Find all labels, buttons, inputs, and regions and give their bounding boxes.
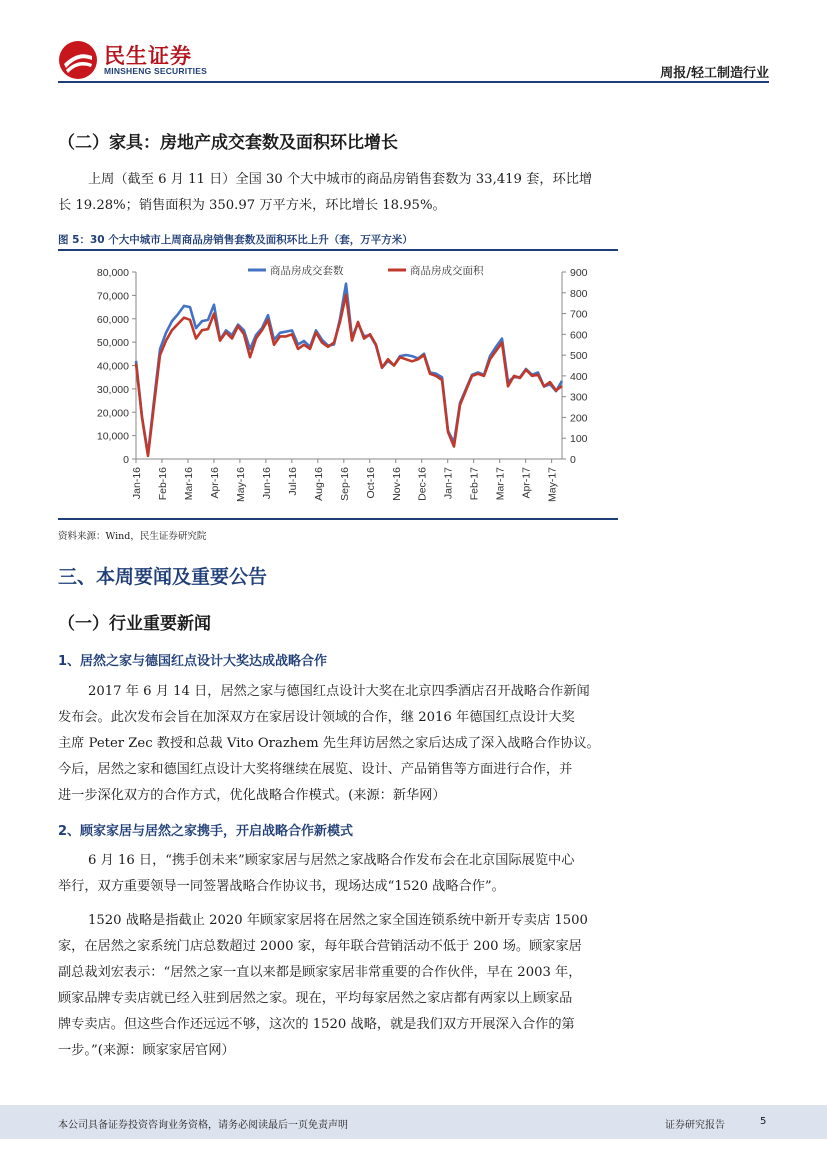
news-title-1: 1、居然之家与德国红点设计大奖达成战略合作: [58, 654, 328, 669]
right-tick-label: 400: [570, 370, 588, 383]
right-tick-label: 700: [570, 308, 588, 321]
x-tick-label: Oct-16: [364, 467, 377, 499]
paragraph-line: 进一步深化双方的合作方式，优化战略合作模式。(来源：新华网）: [58, 788, 446, 803]
paragraph-line: 牌专卖店。但这些合作还远远不够，这次的 1520 战略，就是我们双方开展深入合作的第: [58, 1017, 575, 1032]
right-tick-label: 0: [570, 454, 576, 466]
figure-bottom-rule: [58, 518, 618, 520]
minsheng-logo-icon: [58, 40, 98, 80]
page-header: [0, 0, 827, 82]
x-tick-label: Jan-16: [131, 467, 143, 500]
furniture-paragraph: [58, 167, 768, 219]
figure-top-rule: [58, 249, 618, 251]
right-tick-label: 600: [570, 329, 588, 342]
footer-disclaimer: 本公司具备证券投资咨询业务资格，请务必阅读最后一页免责声明: [58, 1120, 348, 1131]
x-tick-label: Mar-17: [494, 467, 507, 501]
paragraph-line: 长 19.28%；销售面积为 350.97 万平方米，环比增长 18.95%。: [58, 198, 446, 213]
housing-sales-chart: [58, 254, 618, 516]
news-1-paragraph: [58, 679, 768, 809]
section-heading-news: 三、本周要闻及重要公告: [58, 566, 268, 588]
right-tick-label: 800: [570, 287, 588, 300]
footer-report-label: 证券研究报告: [665, 1120, 725, 1131]
news-2-paragraph-1: [58, 848, 768, 900]
paragraph-line: 上周（截至 6 月 11 日）全国 30 个大中城市的商品房销售套数为 33,419 套，环比增: [88, 172, 593, 187]
paragraph-line: 顾家品牌专卖店就已经入驻到居然之家。现在，平均每家居然之家店都有两家以上顾家品: [58, 991, 573, 1006]
section-heading-furniture: （二）家具：房地产成交套数及面积环比增长: [58, 133, 398, 153]
paragraph-line: 举行，双方重要领导一同签署战略合作协议书，现场达成“1520 战略合作”。: [58, 879, 505, 894]
left-tick-label: 0: [123, 454, 129, 466]
paragraph-line: 2017 年 6 月 14 日，居然之家与德国红点设计大奖在北京四季酒店召开战略合作新闻: [88, 684, 590, 699]
x-tick-label: May-17: [546, 467, 559, 503]
paragraph-line: 主席 Peter Zec 教授和总裁 Vito Orazhem 先生拜访居然之家后达成了深入战略合作协议。: [58, 736, 600, 751]
left-tick-label: 80,000: [96, 267, 129, 279]
x-tick-label: Sep-16: [338, 467, 351, 501]
news-2-paragraph-2: [58, 908, 768, 1064]
paragraph-line: 1520 战略是指截止 2020 年顾家家居将在居然之家全国连锁系统中新开专卖店 1500: [88, 913, 588, 928]
figure-title: 图 5：30 个大中城市上周商品房销售套数及面积环比上升（套，万平方米）: [58, 234, 413, 246]
x-tick-label: Feb-16: [156, 467, 169, 501]
chart-series: [136, 284, 562, 456]
page-number: 5: [760, 1116, 767, 1127]
logo-text-cn: 民生证券: [104, 44, 192, 68]
series-line-area: [136, 295, 562, 456]
x-tick-label: Jun-16: [260, 467, 273, 500]
legend-label: 商品房成交面积: [410, 265, 484, 277]
paragraph-line: 副总裁刘宏表示：“居然之家一直以来都是顾家家居非常重要的合作伙伴，早在 2003 年，: [58, 965, 582, 980]
x-tick-label: Dec-16: [416, 467, 429, 501]
report-type: 周报/轻工制造行业: [660, 66, 769, 81]
x-tick-label: Jan-17: [442, 467, 455, 500]
right-tick-label: 200: [570, 412, 588, 425]
left-tick-label: 40,000: [96, 360, 129, 373]
x-tick-label: Feb-17: [468, 467, 481, 501]
paragraph-line: 一步。”(来源：顾家家居官网）: [58, 1043, 235, 1058]
chart-legend: [248, 264, 484, 277]
left-tick-label: 30,000: [96, 383, 129, 396]
legend-label: 商品房成交套数: [270, 265, 344, 277]
x-tick-label: Nov-16: [390, 467, 403, 501]
right-tick-label: 500: [570, 350, 588, 363]
logo-text-en: MINSHENG SECURITIES: [104, 66, 207, 76]
left-tick-label: 20,000: [96, 407, 129, 420]
figure-source: 资料来源：Wind，民生证券研究院: [58, 531, 207, 542]
header-divider: [58, 81, 769, 83]
left-tick-label: 70,000: [96, 290, 129, 303]
right-tick-label: 900: [570, 267, 588, 279]
paragraph-line: 今后，居然之家和德国红点设计大奖将继续在展览、设计、产品销售等方面进行合作，并: [58, 762, 573, 777]
x-tick-label: Mar-16: [182, 467, 195, 501]
news-title-2: 2、顾家家居与居然之家携手，开启战略合作新模式: [58, 824, 354, 839]
paragraph-line: 发布会。此次发布会旨在加深双方在家居设计领域的合作，继 2016 年德国红点设计大奖: [58, 710, 575, 725]
x-tick-label: Apr-16: [208, 467, 221, 499]
x-tick-label: Jul-16: [286, 467, 299, 496]
paragraph-line: 6 月 16 日，“携手创未来”顾家家居与居然之家战略合作发布会在北京国际展览中心: [88, 853, 575, 868]
x-tick-label: Apr-17: [520, 467, 533, 499]
left-tick-label: 60,000: [96, 313, 129, 326]
x-tick-label: Aug-16: [312, 467, 325, 501]
paragraph-line: 家，在居然之家系统门店总数超过 2000 家，每年联合营销活动不低于 200 场。顾家家居: [58, 939, 582, 954]
right-tick-label: 100: [570, 433, 588, 446]
right-tick-label: 300: [570, 391, 588, 404]
x-tick-label: May-16: [234, 467, 247, 503]
left-tick-label: 50,000: [96, 337, 129, 350]
subsection-heading-industry-news: （一）行业重要新闻: [58, 614, 211, 634]
left-tick-label: 10,000: [96, 430, 129, 443]
